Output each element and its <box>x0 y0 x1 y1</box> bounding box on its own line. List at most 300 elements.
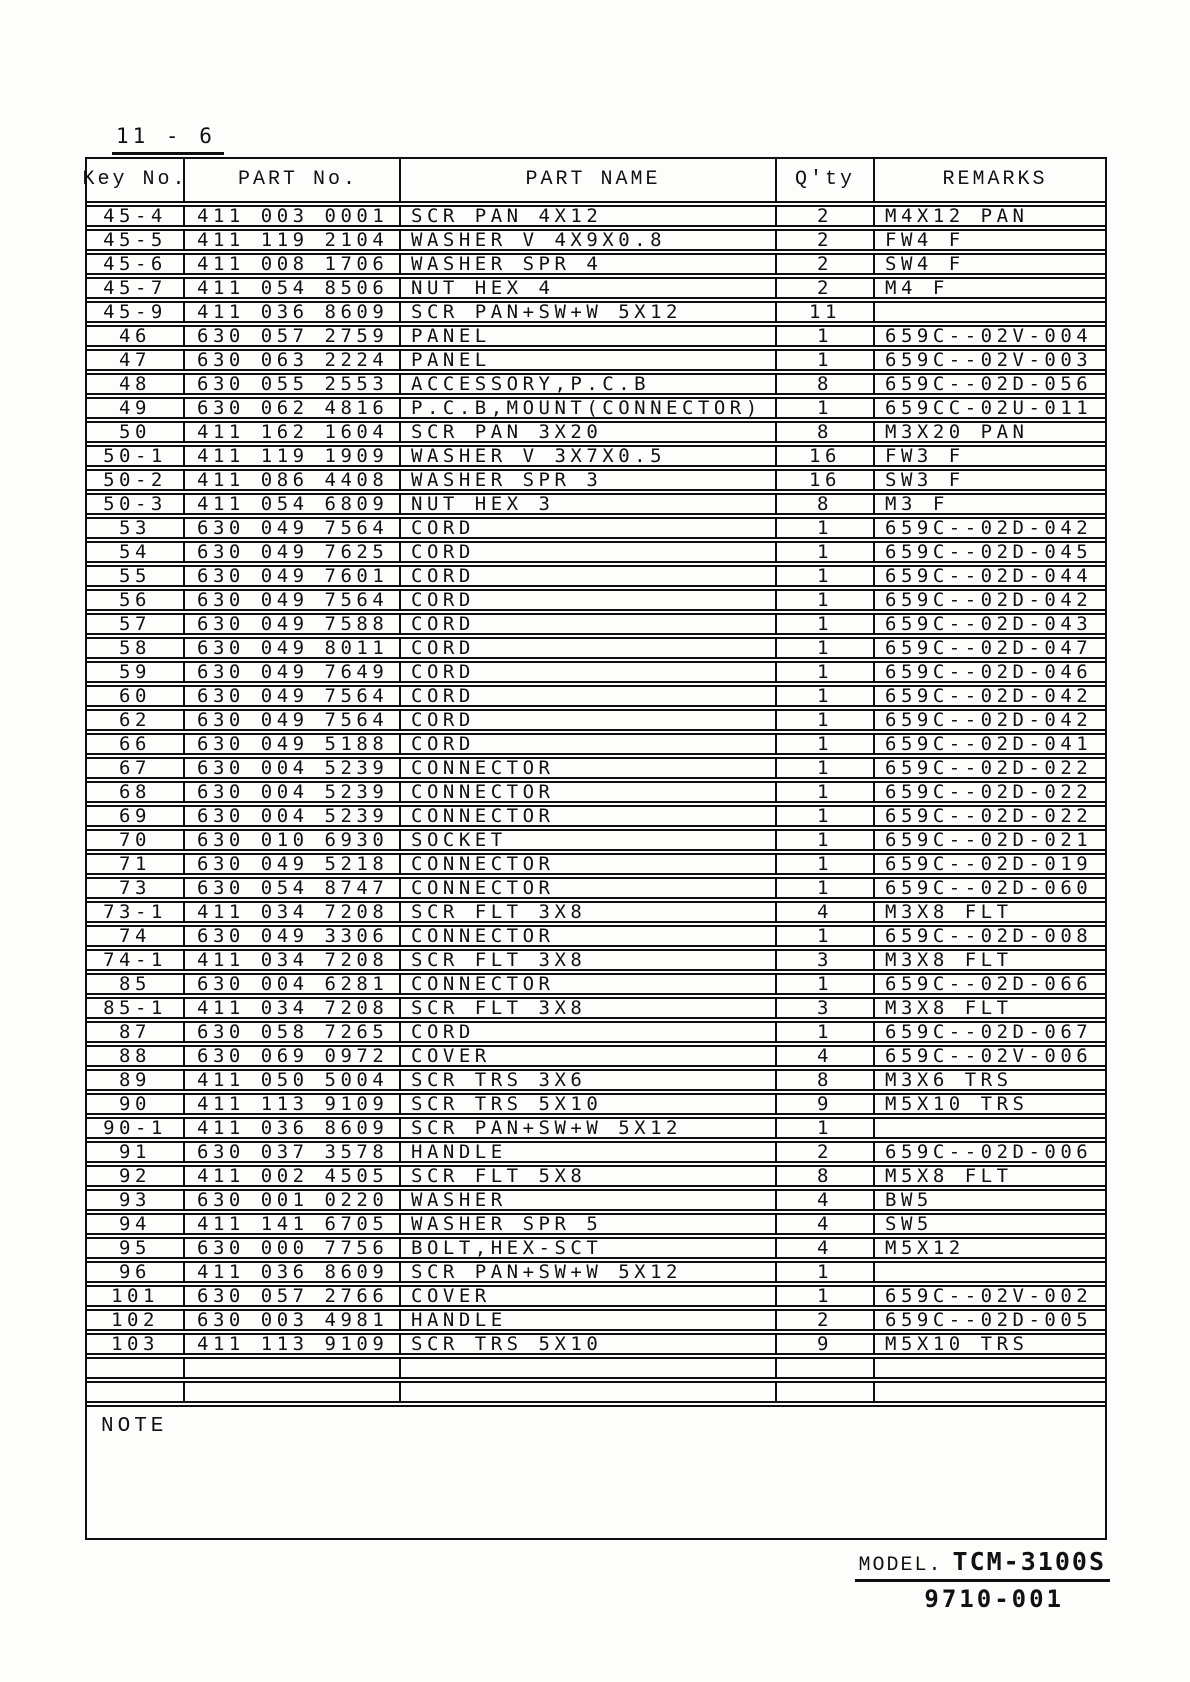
cell-part-name: CORD <box>401 543 777 561</box>
table-row <box>87 349 1105 371</box>
cell-part-name: WASHER SPR 3 <box>401 471 777 489</box>
cell-qty: 2 <box>777 1143 875 1161</box>
cell-qty: 8 <box>777 1071 875 1089</box>
column-header-part-no: PART No. <box>185 159 401 201</box>
cell-remarks: 659C--02D-008 <box>885 925 1093 947</box>
table-row <box>87 901 1105 923</box>
cell-part-no: 630 049 8011 <box>185 639 401 657</box>
cell-qty: 4 <box>777 1191 875 1209</box>
table-row <box>87 805 1105 827</box>
cell-part-no: 630 049 7625 <box>185 543 401 561</box>
parts-table-body <box>87 205 1105 1403</box>
cell-key-no: 70 <box>87 831 185 849</box>
cell-part-no: 411 054 8506 <box>185 279 401 297</box>
cell-remarks: 659C--02D-044 <box>885 565 1093 587</box>
cell-part-no: 630 054 8747 <box>185 879 401 897</box>
cell-part-name: NUT HEX 3 <box>401 495 777 513</box>
cell-remarks <box>875 1119 1105 1137</box>
cell-part-name: P.C.B,MOUNT(CONNECTOR) <box>401 399 777 417</box>
cell-part-name: SCR PAN+SW+W 5X12 <box>401 1119 777 1137</box>
cell-remarks: 659C--02D-021 <box>885 829 1093 851</box>
cell-key-no: 58 <box>87 639 185 657</box>
cell-remarks: 659C--02D-046 <box>885 661 1093 683</box>
cell-part-name: COVER <box>401 1047 777 1065</box>
cell-key-no: 68 <box>87 783 185 801</box>
cell-qty: 2 <box>777 231 875 249</box>
cell-part-no: 630 069 0972 <box>185 1047 401 1065</box>
cell-part-no: 630 010 6930 <box>185 831 401 849</box>
cell-part-no: 411 034 7208 <box>185 903 401 921</box>
cell-remarks: 659C--02D-022 <box>885 805 1093 827</box>
table-row <box>87 949 1105 971</box>
cell-key-no <box>87 1359 185 1377</box>
cell-remarks <box>875 303 1105 321</box>
cell-part-name: SCR PAN 4X12 <box>401 207 777 225</box>
parts-table <box>82 157 1107 1540</box>
column-header-remarks: REMARKS <box>942 168 1048 191</box>
table-row <box>87 877 1105 899</box>
cell-key-no: 73 <box>87 879 185 897</box>
cell-remarks: FW4 F <box>885 229 965 251</box>
cell-part-name: CONNECTOR <box>401 783 777 801</box>
cell-qty: 1 <box>777 807 875 825</box>
cell-qty: 2 <box>777 1311 875 1329</box>
cell-qty: 2 <box>777 279 875 297</box>
cell-key-no: 88 <box>87 1047 185 1065</box>
cell-key-no: 48 <box>87 375 185 393</box>
cell-remarks: BW5 <box>885 1189 933 1211</box>
table-row <box>87 301 1105 323</box>
cell-key-no: 73-1 <box>87 903 185 921</box>
cell-qty: 4 <box>777 1215 875 1233</box>
cell-qty: 1 <box>777 663 875 681</box>
cell-remarks <box>875 1263 1105 1281</box>
cell-key-no: 89 <box>87 1071 185 1089</box>
cell-part-name: PANEL <box>401 351 777 369</box>
cell-remarks: 659C--02V-002 <box>885 1285 1093 1307</box>
cell-qty: 1 <box>777 615 875 633</box>
cell-key-no: 96 <box>87 1263 185 1281</box>
cell-qty: 1 <box>777 327 875 345</box>
cell-part-no: 630 049 7649 <box>185 663 401 681</box>
cell-key-no: 45-6 <box>87 255 185 273</box>
cell-remarks: M3X8 FLT <box>885 949 1013 971</box>
cell-key-no: 50-2 <box>87 471 185 489</box>
cell-part-name <box>401 1359 777 1377</box>
cell-key-no: 90-1 <box>87 1119 185 1137</box>
cell-key-no: 49 <box>87 399 185 417</box>
table-row <box>87 997 1105 1019</box>
table-row <box>87 421 1105 443</box>
cell-part-no: 630 001 0220 <box>185 1191 401 1209</box>
cell-remarks: 659C--02D-019 <box>885 853 1093 875</box>
cell-remarks: 659C--02D-005 <box>885 1309 1093 1331</box>
cell-part-name: SOCKET <box>401 831 777 849</box>
cell-key-no: 47 <box>87 351 185 369</box>
cell-part-name: SCR FLT 3X8 <box>401 999 777 1017</box>
cell-part-no: 411 054 6809 <box>185 495 401 513</box>
cell-remarks: M5X12 <box>885 1237 965 1259</box>
cell-part-no: 630 062 4816 <box>185 399 401 417</box>
cell-qty: 8 <box>777 423 875 441</box>
cell-part-no: 630 004 5239 <box>185 759 401 777</box>
cell-qty: 1 <box>777 831 875 849</box>
cell-part-name: COVER <box>401 1287 777 1305</box>
table-row <box>87 1165 1105 1187</box>
cell-part-no: 411 113 9109 <box>185 1335 401 1353</box>
table-row <box>87 637 1105 659</box>
cell-key-no: 54 <box>87 543 185 561</box>
table-row <box>87 1237 1105 1259</box>
cell-qty: 1 <box>777 399 875 417</box>
table-row <box>87 1213 1105 1235</box>
cell-remarks: M5X8 FLT <box>885 1165 1013 1187</box>
cell-part-no: 411 086 4408 <box>185 471 401 489</box>
cell-key-no: 74-1 <box>87 951 185 969</box>
cell-part-no: 630 049 5218 <box>185 855 401 873</box>
cell-qty: 1 <box>777 855 875 873</box>
cell-qty: 1 <box>777 975 875 993</box>
cell-key-no: 45-9 <box>87 303 185 321</box>
table-header-row <box>82 159 1105 203</box>
cell-part-no: 630 058 7265 <box>185 1023 401 1041</box>
table-row <box>87 469 1105 491</box>
cell-part-name: NUT HEX 4 <box>401 279 777 297</box>
page-footer <box>850 1547 1110 1613</box>
cell-key-no: 91 <box>87 1143 185 1161</box>
table-row <box>87 1357 1105 1379</box>
table-row <box>87 709 1105 731</box>
table-row <box>87 1309 1105 1331</box>
cell-key-no: 46 <box>87 327 185 345</box>
cell-key-no: 55 <box>87 567 185 585</box>
cell-key-no: 101 <box>87 1287 185 1305</box>
cell-key-no: 66 <box>87 735 185 753</box>
cell-key-no: 74 <box>87 927 185 945</box>
cell-part-no: 411 036 8609 <box>185 303 401 321</box>
cell-part-no: 411 119 1909 <box>185 447 401 465</box>
cell-part-name: CORD <box>401 567 777 585</box>
cell-part-no: 411 036 8609 <box>185 1263 401 1281</box>
cell-qty: 1 <box>777 1023 875 1041</box>
table-row <box>87 829 1105 851</box>
table-row <box>87 925 1105 947</box>
cell-key-no: 85-1 <box>87 999 185 1017</box>
cell-part-name: WASHER <box>401 1191 777 1209</box>
cell-remarks: M3X8 FLT <box>885 901 1013 923</box>
cell-part-name: SCR PAN 3X20 <box>401 423 777 441</box>
cell-key-no: 85 <box>87 975 185 993</box>
table-row <box>87 733 1105 755</box>
cell-remarks: M3X8 FLT <box>885 997 1013 1019</box>
cell-part-no: 630 037 3578 <box>185 1143 401 1161</box>
cell-qty: 16 <box>777 471 875 489</box>
table-row <box>87 1141 1105 1163</box>
model-label: MODEL. <box>858 1554 943 1577</box>
cell-qty: 1 <box>777 351 875 369</box>
cell-part-no: 630 049 3306 <box>185 927 401 945</box>
cell-qty: 11 <box>777 303 875 321</box>
cell-key-no: 102 <box>87 1311 185 1329</box>
cell-qty: 1 <box>777 639 875 657</box>
table-row <box>87 1117 1105 1139</box>
cell-part-name: SCR FLT 3X8 <box>401 903 777 921</box>
cell-qty: 4 <box>777 1047 875 1065</box>
cell-key-no: 94 <box>87 1215 185 1233</box>
cell-remarks: M3X6 TRS <box>885 1069 1013 1091</box>
cell-remarks: 659C--02D-045 <box>885 541 1093 563</box>
table-row <box>87 1189 1105 1211</box>
cell-qty: 3 <box>777 951 875 969</box>
cell-qty: 1 <box>777 567 875 585</box>
cell-part-no: 630 049 7601 <box>185 567 401 585</box>
cell-key-no: 57 <box>87 615 185 633</box>
cell-remarks: 659C--02D-056 <box>885 373 1093 395</box>
table-row <box>87 781 1105 803</box>
cell-qty: 1 <box>777 1119 875 1137</box>
table-row <box>87 253 1105 275</box>
cell-remarks: 659CC-02U-011 <box>885 397 1093 419</box>
cell-remarks: M4X12 PAN <box>885 205 1029 227</box>
cell-key-no: 45-5 <box>87 231 185 249</box>
cell-part-no: 630 049 5188 <box>185 735 401 753</box>
cell-part-name: CORD <box>401 519 777 537</box>
cell-part-no: 630 057 2759 <box>185 327 401 345</box>
cell-key-no: 50-3 <box>87 495 185 513</box>
cell-part-name: CONNECTOR <box>401 807 777 825</box>
cell-part-no: 411 113 9109 <box>185 1095 401 1113</box>
cell-remarks <box>875 1383 1105 1401</box>
cell-part-no: 411 141 6705 <box>185 1215 401 1233</box>
cell-key-no: 59 <box>87 663 185 681</box>
cell-qty: 9 <box>777 1335 875 1353</box>
cell-part-no: 630 049 7564 <box>185 711 401 729</box>
cell-key-no: 45-7 <box>87 279 185 297</box>
cell-part-name: CORD <box>401 711 777 729</box>
cell-qty: 1 <box>777 543 875 561</box>
cell-part-no: 630 049 7588 <box>185 615 401 633</box>
cell-part-name: CONNECTOR <box>401 759 777 777</box>
cell-key-no: 45-4 <box>87 207 185 225</box>
cell-qty: 4 <box>777 1239 875 1257</box>
cell-remarks: 659C--02D-022 <box>885 757 1093 779</box>
cell-qty <box>777 1359 875 1377</box>
cell-part-no: 630 004 5239 <box>185 807 401 825</box>
cell-key-no: 56 <box>87 591 185 609</box>
cell-remarks: 659C--02D-042 <box>885 709 1093 731</box>
cell-part-no: 630 004 6281 <box>185 975 401 993</box>
cell-remarks <box>875 1359 1105 1377</box>
cell-part-no: 630 049 7564 <box>185 687 401 705</box>
cell-key-no: 92 <box>87 1167 185 1185</box>
column-header-key-no: Key No. <box>87 159 185 201</box>
cell-part-name: WASHER V 4X9X0.8 <box>401 231 777 249</box>
table-row <box>87 445 1105 467</box>
table-row <box>87 205 1105 227</box>
cell-key-no: 93 <box>87 1191 185 1209</box>
cell-part-name <box>401 1383 777 1401</box>
table-row <box>87 973 1105 995</box>
cell-qty: 3 <box>777 999 875 1017</box>
cell-qty: 1 <box>777 591 875 609</box>
table-row <box>87 277 1105 299</box>
table-row <box>87 685 1105 707</box>
table-row <box>87 661 1105 683</box>
cell-part-name: CORD <box>401 663 777 681</box>
cell-part-name: HANDLE <box>401 1143 777 1161</box>
cell-qty: 1 <box>777 735 875 753</box>
table-row <box>87 1093 1105 1115</box>
cell-part-no: 411 002 4505 <box>185 1167 401 1185</box>
cell-part-no: 630 063 2224 <box>185 351 401 369</box>
cell-part-name: SCR FLT 3X8 <box>401 951 777 969</box>
cell-key-no: 87 <box>87 1023 185 1041</box>
cell-qty: 1 <box>777 759 875 777</box>
cell-qty: 8 <box>777 1167 875 1185</box>
cell-part-no: 411 034 7208 <box>185 951 401 969</box>
cell-remarks: 659C--02D-043 <box>885 613 1093 635</box>
cell-remarks: 659C--02D-042 <box>885 685 1093 707</box>
cell-remarks: SW5 <box>885 1213 933 1235</box>
cell-remarks: 659C--02D-047 <box>885 637 1093 659</box>
cell-remarks: M5X10 TRS <box>885 1093 1029 1115</box>
cell-remarks: 659C--02D-042 <box>885 589 1093 611</box>
cell-part-no: 630 004 5239 <box>185 783 401 801</box>
cell-part-name: CORD <box>401 1023 777 1041</box>
cell-part-no: 411 003 0001 <box>185 207 401 225</box>
cell-remarks: SW4 F <box>885 253 965 275</box>
cell-remarks: M5X10 TRS <box>885 1333 1029 1355</box>
table-row <box>87 325 1105 347</box>
cell-part-no: 630 003 4981 <box>185 1311 401 1329</box>
note-label: NOTE <box>101 1415 168 1438</box>
cell-qty: 1 <box>777 711 875 729</box>
cell-part-name: CONNECTOR <box>401 855 777 873</box>
cell-qty <box>777 1383 875 1401</box>
table-row <box>87 397 1105 419</box>
table-row <box>87 517 1105 539</box>
cell-qty: 9 <box>777 1095 875 1113</box>
cell-part-name: WASHER SPR 5 <box>401 1215 777 1233</box>
cell-qty: 1 <box>777 1263 875 1281</box>
cell-part-no: 411 119 2104 <box>185 231 401 249</box>
model-value: TCM-3100S <box>952 1547 1106 1576</box>
cell-part-name: ACCESSORY,P.C.B <box>401 375 777 393</box>
cell-qty: 1 <box>777 879 875 897</box>
cell-qty: 1 <box>777 927 875 945</box>
cell-part-name: SCR TRS 5X10 <box>401 1335 777 1353</box>
cell-part-no: 411 034 7208 <box>185 999 401 1017</box>
cell-qty: 2 <box>777 207 875 225</box>
model-line <box>855 1547 1110 1582</box>
cell-part-name: SCR PAN+SW+W 5X12 <box>401 303 777 321</box>
cell-remarks: SW3 F <box>885 469 965 491</box>
cell-part-name: HANDLE <box>401 1311 777 1329</box>
cell-key-no: 60 <box>87 687 185 705</box>
cell-remarks: 659C--02D-067 <box>885 1021 1093 1043</box>
cell-key-no: 95 <box>87 1239 185 1257</box>
cell-part-no: 411 036 8609 <box>185 1119 401 1137</box>
cell-part-no: 411 008 1706 <box>185 255 401 273</box>
table-row <box>87 1021 1105 1043</box>
cell-part-no: 630 049 7564 <box>185 591 401 609</box>
table-row <box>87 757 1105 779</box>
cell-part-no: 630 055 2553 <box>185 375 401 393</box>
cell-qty: 1 <box>777 519 875 537</box>
cell-qty: 1 <box>777 783 875 801</box>
cell-remarks: FW3 F <box>885 445 965 467</box>
cell-part-name: WASHER V 3X7X0.5 <box>401 447 777 465</box>
cell-part-name: SCR PAN+SW+W 5X12 <box>401 1263 777 1281</box>
table-row <box>87 1261 1105 1283</box>
doc-number: 9710-001 <box>924 1585 1064 1613</box>
cell-qty: 1 <box>777 1287 875 1305</box>
cell-qty: 8 <box>777 375 875 393</box>
table-row <box>87 565 1105 587</box>
cell-qty: 8 <box>777 495 875 513</box>
cell-remarks: 659C--02D-060 <box>885 877 1093 899</box>
cell-remarks: M4 F <box>885 277 949 299</box>
cell-part-name: CONNECTOR <box>401 975 777 993</box>
table-row <box>87 1285 1105 1307</box>
cell-key-no: 90 <box>87 1095 185 1113</box>
cell-part-name: CORD <box>401 687 777 705</box>
column-header-qty: Q'ty <box>777 159 875 201</box>
cell-qty: 16 <box>777 447 875 465</box>
cell-remarks: 659C--02V-006 <box>885 1045 1093 1067</box>
table-row <box>87 1069 1105 1091</box>
table-row <box>87 541 1105 563</box>
cell-remarks: M3X20 PAN <box>885 421 1029 443</box>
cell-part-no: 630 000 7756 <box>185 1239 401 1257</box>
table-row <box>87 493 1105 515</box>
page-number: 11 - 6 <box>112 124 224 155</box>
cell-remarks: 659C--02V-004 <box>885 325 1093 347</box>
cell-key-no: 71 <box>87 855 185 873</box>
cell-qty: 1 <box>777 687 875 705</box>
cell-part-name: SCR TRS 5X10 <box>401 1095 777 1113</box>
cell-part-name: SCR TRS 3X6 <box>401 1071 777 1089</box>
cell-key-no: 53 <box>87 519 185 537</box>
cell-key-no: 62 <box>87 711 185 729</box>
cell-part-name: WASHER SPR 4 <box>401 255 777 273</box>
table-row <box>87 373 1105 395</box>
cell-part-no: 411 050 5004 <box>185 1071 401 1089</box>
note-section <box>87 1405 1105 1538</box>
cell-part-no: 630 057 2766 <box>185 1287 401 1305</box>
cell-qty: 2 <box>777 255 875 273</box>
cell-qty: 4 <box>777 903 875 921</box>
cell-key-no <box>87 1383 185 1401</box>
cell-part-name: CONNECTOR <box>401 927 777 945</box>
cell-key-no: 103 <box>87 1335 185 1353</box>
cell-part-name: PANEL <box>401 327 777 345</box>
cell-part-no <box>185 1359 401 1377</box>
cell-remarks: 659C--02D-066 <box>885 973 1093 995</box>
cell-part-no: 630 049 7564 <box>185 519 401 537</box>
cell-part-name: SCR FLT 5X8 <box>401 1167 777 1185</box>
cell-key-no: 67 <box>87 759 185 777</box>
table-row <box>87 589 1105 611</box>
cell-key-no: 69 <box>87 807 185 825</box>
column-header-part-name: PART NAME <box>401 159 777 201</box>
cell-part-name: BOLT,HEX-SCT <box>401 1239 777 1257</box>
cell-remarks: 659C--02V-003 <box>885 349 1093 371</box>
cell-key-no: 50-1 <box>87 447 185 465</box>
table-row <box>87 229 1105 251</box>
cell-part-name: CONNECTOR <box>401 879 777 897</box>
cell-part-no: 411 162 1604 <box>185 423 401 441</box>
